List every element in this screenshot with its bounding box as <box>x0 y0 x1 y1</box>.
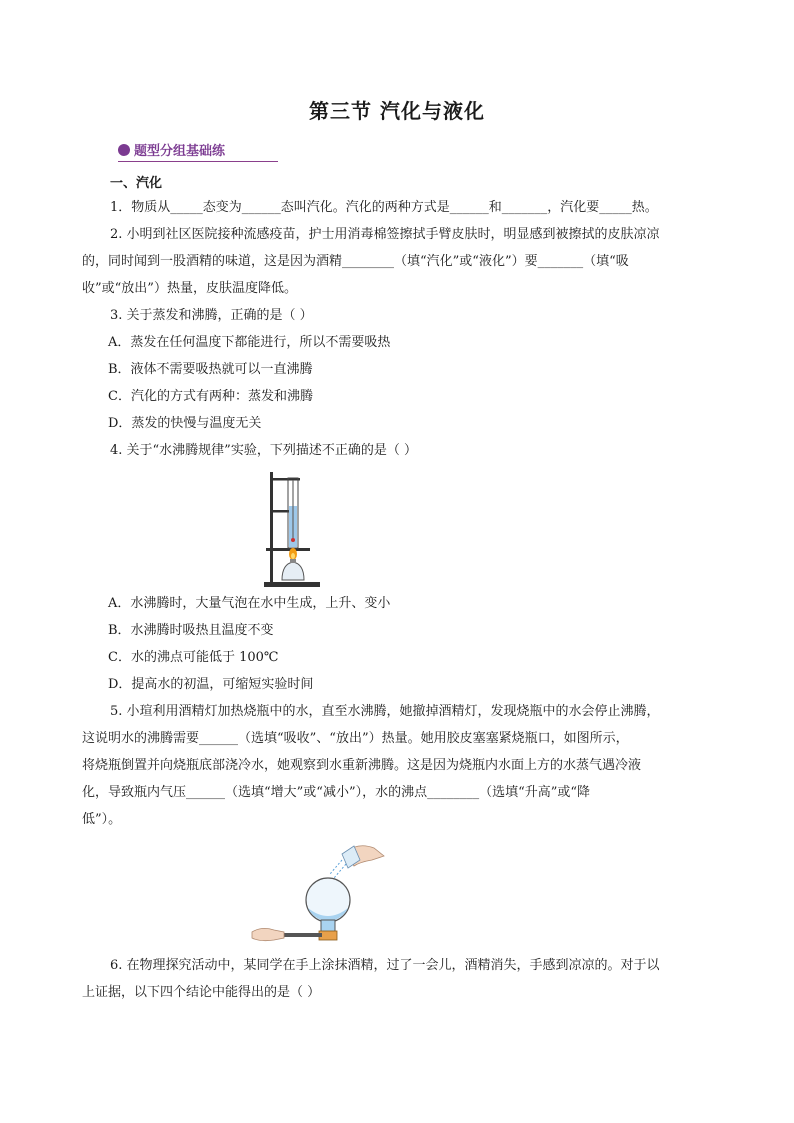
boiling-apparatus-figure <box>262 468 322 588</box>
inverted-flask-figure <box>250 838 390 948</box>
question-4-option-c: C．水的沸点可能低于 100℃ <box>108 650 279 665</box>
question-3-option-a: A．蒸发在任何温度下都能进行，所以不需要吸热 <box>108 335 391 350</box>
question-5-line-1: 5. 小瑄利用酒精灯加热烧瓶中的水，直至水沸腾，她撤掉酒精灯，发现烧瓶中的水会停止沸腾， <box>110 704 660 719</box>
section-badge <box>118 140 278 162</box>
question-1: 1．物质从_____态变为______态叫汽化。汽化的两种方式是______和_______，汽化要_____热。 <box>110 200 658 215</box>
question-3-option-b: B．液体不需要吸热就可以一直沸腾 <box>108 362 313 377</box>
question-2-line-3: 收”或“放出”）热量，皮肤温度降低。 <box>82 281 297 296</box>
page-title: 第三节 汽化与液化 <box>309 99 485 123</box>
question-6-line-2: 上证据，以下四个结论中能得出的是（ ） <box>82 985 321 1000</box>
question-6-line-1: 6. 在物理探究活动中，某同学在手上涂抹酒精，过了一会儿，酒精消失，手感到凉凉的。对于以 <box>110 958 660 973</box>
question-4-option-b: B．水沸腾时吸热且温度不变 <box>108 623 274 638</box>
question-4-option-a: A．水沸腾时，大量气泡在水中生成，上升、变小 <box>108 596 391 611</box>
question-5-line-5: 低”）。 <box>82 812 122 827</box>
question-5-line-4: 化，导致瓶内气压______（选填“增大”或“减小”），水的沸点________（选填“升高”或“降 <box>82 785 591 800</box>
question-3-stem: 3. 关于蒸发和沸腾，正确的是（ ） <box>110 308 313 323</box>
question-3-option-c: C．汽化的方式有两种：蒸发和沸腾 <box>108 389 313 404</box>
question-4-option-d: D．提高水的初温，可缩短实验时间 <box>108 677 314 692</box>
question-4-stem: 4. 关于“水沸腾规律”实验，下列描述不正确的是（ ） <box>110 443 417 458</box>
question-5-line-3: 将烧瓶倒置并向烧瓶底部浇冷水，她观察到水重新沸腾。这是因为烧瓶内水面上方的水蒸气遇冷液 <box>82 758 642 773</box>
question-5-line-2: 这说明水的沸腾需要______（选填“吸收”、“放出”）热量。她用胶皮塞塞紧烧瓶口，如图所示， <box>82 731 629 746</box>
bullet-icon <box>118 144 130 156</box>
question-2-line-2: 的，同时闻到一股酒精的味道，这是因为酒精________（填“汽化”或“液化”）要_______（填“吸 <box>82 254 629 269</box>
question-3-option-d: D．蒸发的快慢与温度无关 <box>108 416 262 431</box>
badge-label: 题型分组基础练 <box>134 144 226 159</box>
section-heading: 一、汽化 <box>110 176 163 191</box>
question-2-line-1: 2. 小明到社区医院接种流感疫苗，护士用消毒棉签擦拭手臂皮肤时，明显感到被擦拭的皮肤凉凉 <box>110 227 660 242</box>
